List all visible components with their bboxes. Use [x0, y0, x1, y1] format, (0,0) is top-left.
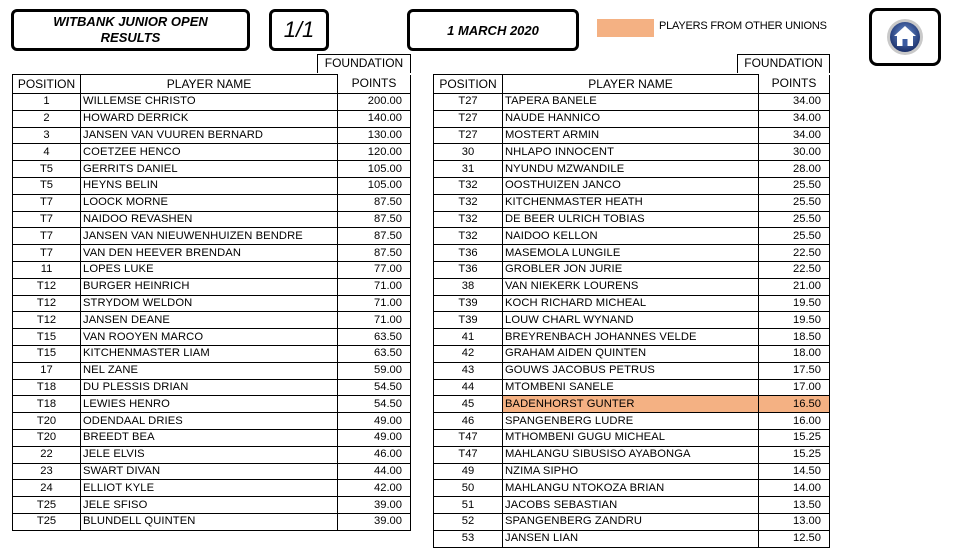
- table-row: [434, 463, 830, 480]
- position-cell: 43: [434, 362, 503, 379]
- legend-label: PLAYERS FROM OTHER UNIONS: [659, 20, 827, 32]
- player-name-cell: COETZEE HENCO: [81, 144, 338, 161]
- right-points-header-line1: FOUNDATION: [744, 56, 823, 70]
- table-row: [434, 480, 830, 497]
- position-cell: T27: [434, 110, 503, 127]
- player-name-cell: TAPERA BANELE: [503, 94, 759, 111]
- table-row: [13, 396, 411, 413]
- points-cell: 13.50: [759, 497, 830, 514]
- player-name-cell: VAN NIEKERK LOURENS: [503, 278, 759, 295]
- page-number: 1/1: [283, 17, 315, 42]
- position-cell: 22: [13, 446, 81, 463]
- player-name-header: PLAYER NAME: [503, 75, 759, 94]
- points-cell: 16.00: [759, 413, 830, 430]
- table-row: [13, 94, 411, 111]
- table-row: [434, 312, 830, 329]
- points-cell: 34.00: [759, 127, 830, 144]
- points-cell: 105.00: [338, 177, 411, 194]
- points-cell: 87.50: [338, 245, 411, 262]
- position-cell: 30: [434, 144, 503, 161]
- table-row: [13, 144, 411, 161]
- points-cell: 16.50: [759, 396, 830, 413]
- points-cell: 87.50: [338, 228, 411, 245]
- player-name-cell: NAIDOO REVASHEN: [81, 211, 338, 228]
- position-cell: T32: [434, 177, 503, 194]
- table-row: [434, 379, 830, 396]
- player-name-cell: DE BEER ULRICH TOBIAS: [503, 211, 759, 228]
- position-cell: T39: [434, 312, 503, 329]
- position-cell: T18: [13, 379, 81, 396]
- player-name-cell: GERRITS DANIEL: [81, 161, 338, 178]
- points-cell: 63.50: [338, 329, 411, 346]
- points-cell: 87.50: [338, 194, 411, 211]
- position-cell: 2: [13, 110, 81, 127]
- points-cell: 54.50: [338, 379, 411, 396]
- table-row: [13, 110, 411, 127]
- player-name-cell: HEYNS BELIN: [81, 177, 338, 194]
- position-cell: T5: [13, 161, 81, 178]
- points-cell: 25.50: [759, 194, 830, 211]
- table-row: [13, 345, 411, 362]
- date-box: [407, 9, 579, 51]
- player-name-cell: BADENHORST GUNTER: [503, 396, 759, 413]
- results-table-right: [433, 74, 830, 548]
- player-name-cell: LOOCK MORNE: [81, 194, 338, 211]
- position-cell: T7: [13, 245, 81, 262]
- position-cell: T27: [434, 94, 503, 111]
- table-row: [13, 480, 411, 497]
- player-name-cell: MAHLANGU SIBUSISO AYABONGA: [503, 446, 759, 463]
- player-name-cell: VAN DEN HEEVER BRENDAN: [81, 245, 338, 262]
- position-cell: T47: [434, 429, 503, 446]
- points-cell: 87.50: [338, 211, 411, 228]
- position-cell: T36: [434, 245, 503, 262]
- header-row: [13, 75, 411, 94]
- table-row: [434, 413, 830, 430]
- player-name-cell: DU PLESSIS DRIAN: [81, 379, 338, 396]
- header-row: [434, 75, 830, 94]
- position-header: POSITION: [13, 75, 81, 94]
- player-name-header: PLAYER NAME: [81, 75, 338, 94]
- position-cell: 49: [434, 463, 503, 480]
- table-row: [13, 177, 411, 194]
- table-row: [434, 513, 830, 530]
- player-name-cell: ODENDAAL DRIES: [81, 413, 338, 430]
- position-cell: 41: [434, 329, 503, 346]
- table-row: [13, 211, 411, 228]
- position-cell: 42: [434, 345, 503, 362]
- position-cell: 52: [434, 513, 503, 530]
- player-name-cell: STRYDOM WELDON: [81, 295, 338, 312]
- position-cell: 50: [434, 480, 503, 497]
- position-cell: T7: [13, 194, 81, 211]
- player-name-cell: JANSEN VAN NIEUWENHUIZEN BENDRE: [81, 228, 338, 245]
- position-cell: T36: [434, 261, 503, 278]
- position-cell: T7: [13, 228, 81, 245]
- player-name-cell: JANSEN DEANE: [81, 312, 338, 329]
- points-cell: 13.00: [759, 513, 830, 530]
- player-name-cell: SPANGENBERG LUDRE: [503, 413, 759, 430]
- points-cell: 19.50: [759, 312, 830, 329]
- position-cell: 24: [13, 480, 81, 497]
- points-cell: 71.00: [338, 278, 411, 295]
- table-row: [13, 127, 411, 144]
- player-name-cell: GROBLER JON JURIE: [503, 261, 759, 278]
- table-row: [13, 312, 411, 329]
- position-cell: T18: [13, 396, 81, 413]
- points-cell: 12.50: [759, 530, 830, 547]
- points-cell: 18.50: [759, 329, 830, 346]
- points-cell: 22.50: [759, 261, 830, 278]
- position-cell: 44: [434, 379, 503, 396]
- left-points-header-line1: FOUNDATION: [324, 56, 404, 70]
- table-row: [13, 228, 411, 245]
- table-row: [434, 446, 830, 463]
- position-cell: T25: [13, 513, 81, 530]
- points-cell: 42.00: [338, 480, 411, 497]
- position-cell: T47: [434, 446, 503, 463]
- table-row: [434, 396, 830, 413]
- player-name-cell: KOCH RICHARD MICHEAL: [503, 295, 759, 312]
- player-name-cell: BLUNDELL QUINTEN: [81, 513, 338, 530]
- points-cell: 22.50: [759, 245, 830, 262]
- table-row: [434, 530, 830, 547]
- table-row: [434, 127, 830, 144]
- position-cell: 51: [434, 497, 503, 514]
- points-cell: 25.50: [759, 211, 830, 228]
- points-header: POINTS: [759, 75, 830, 94]
- player-name-cell: LOUW CHARL WYNAND: [503, 312, 759, 329]
- table-row: [434, 245, 830, 262]
- player-name-cell: JACOBS SEBASTIAN: [503, 497, 759, 514]
- player-name-cell: JANSEN VAN VUUREN BERNARD: [81, 127, 338, 144]
- position-cell: 17: [13, 362, 81, 379]
- player-name-cell: JELE SFISO: [81, 497, 338, 514]
- player-name-cell: ELLIOT KYLE: [81, 480, 338, 497]
- position-cell: T7: [13, 211, 81, 228]
- points-cell: 54.50: [338, 396, 411, 413]
- player-name-cell: JANSEN LIAN: [503, 530, 759, 547]
- page-indicator: [269, 9, 329, 51]
- table-row: [13, 194, 411, 211]
- position-cell: T32: [434, 194, 503, 211]
- table-row: [13, 379, 411, 396]
- position-cell: T12: [13, 312, 81, 329]
- position-header: POSITION: [434, 75, 503, 94]
- points-cell: 130.00: [338, 127, 411, 144]
- table-row: [13, 329, 411, 346]
- position-cell: T20: [13, 429, 81, 446]
- player-name-cell: GRAHAM AIDEN QUINTEN: [503, 345, 759, 362]
- player-name-cell: KITCHENMASTER HEATH: [503, 194, 759, 211]
- position-cell: T32: [434, 211, 503, 228]
- player-name-cell: NZIMA SIPHO: [503, 463, 759, 480]
- player-name-cell: GOUWS JACOBUS PETRUS: [503, 362, 759, 379]
- table-row: [434, 329, 830, 346]
- table-row: [13, 463, 411, 480]
- player-name-cell: HOWARD DERRICK: [81, 110, 338, 127]
- table-row: [434, 278, 830, 295]
- table-row: [434, 429, 830, 446]
- position-cell: 11: [13, 261, 81, 278]
- position-cell: T15: [13, 345, 81, 362]
- table-row: [434, 228, 830, 245]
- position-cell: T5: [13, 177, 81, 194]
- position-cell: T25: [13, 497, 81, 514]
- points-cell: 15.25: [759, 446, 830, 463]
- position-cell: 4: [13, 144, 81, 161]
- position-cell: 46: [434, 413, 503, 430]
- points-cell: 71.00: [338, 295, 411, 312]
- player-name-cell: NEL ZANE: [81, 362, 338, 379]
- left-points-header-top: [317, 54, 411, 73]
- table-row: [13, 446, 411, 463]
- player-name-cell: VAN ROOYEN MARCO: [81, 329, 338, 346]
- player-name-cell: SWART DIVAN: [81, 463, 338, 480]
- points-header: POINTS: [338, 75, 411, 94]
- points-cell: 77.00: [338, 261, 411, 278]
- table-row: [434, 295, 830, 312]
- position-cell: T12: [13, 295, 81, 312]
- table-row: [434, 211, 830, 228]
- table-row: [434, 345, 830, 362]
- points-cell: 15.25: [759, 429, 830, 446]
- table-row: [13, 278, 411, 295]
- table-row: [434, 497, 830, 514]
- points-cell: 17.00: [759, 379, 830, 396]
- player-name-cell: OOSTHUIZEN JANCO: [503, 177, 759, 194]
- points-cell: 21.00: [759, 278, 830, 295]
- points-cell: 200.00: [338, 94, 411, 111]
- table-row: [434, 161, 830, 178]
- position-cell: 23: [13, 463, 81, 480]
- position-cell: T15: [13, 329, 81, 346]
- table-row: [434, 194, 830, 211]
- points-cell: 44.00: [338, 463, 411, 480]
- points-cell: 30.00: [759, 144, 830, 161]
- points-cell: 105.00: [338, 161, 411, 178]
- points-cell: 71.00: [338, 312, 411, 329]
- title-line-2: RESULTS: [100, 30, 161, 45]
- player-name-cell: MOSTERT ARMIN: [503, 127, 759, 144]
- player-name-cell: BURGER HEINRICH: [81, 278, 338, 295]
- player-name-cell: KITCHENMASTER LIAM: [81, 345, 338, 362]
- title-line-1: WITBANK JUNIOR OPEN: [53, 14, 208, 29]
- player-name-cell: BREYRENBACH JOHANNES VELDE: [503, 329, 759, 346]
- position-cell: T27: [434, 127, 503, 144]
- player-name-cell: NYUNDU MZWANDILE: [503, 161, 759, 178]
- position-cell: T20: [13, 413, 81, 430]
- position-cell: 38: [434, 278, 503, 295]
- right-points-header-top: [737, 54, 830, 73]
- points-cell: 14.50: [759, 463, 830, 480]
- table-row: [434, 261, 830, 278]
- table-row: [13, 261, 411, 278]
- table-row: [434, 144, 830, 161]
- points-cell: 46.00: [338, 446, 411, 463]
- points-cell: 140.00: [338, 110, 411, 127]
- points-cell: 19.50: [759, 295, 830, 312]
- position-cell: 3: [13, 127, 81, 144]
- player-name-cell: NAIDOO KELLON: [503, 228, 759, 245]
- position-cell: 1: [13, 94, 81, 111]
- points-cell: 49.00: [338, 413, 411, 430]
- player-name-cell: LEWIES HENRO: [81, 396, 338, 413]
- results-table-left: [12, 74, 411, 531]
- table-row: [434, 362, 830, 379]
- points-cell: 59.00: [338, 362, 411, 379]
- event-date: 1 MARCH 2020: [447, 22, 539, 38]
- table-row: [434, 110, 830, 127]
- player-name-cell: NHLAPO INNOCENT: [503, 144, 759, 161]
- points-cell: 39.00: [338, 497, 411, 514]
- table-row: [13, 161, 411, 178]
- points-cell: 63.50: [338, 345, 411, 362]
- position-cell: 31: [434, 161, 503, 178]
- points-cell: 18.00: [759, 345, 830, 362]
- player-name-cell: NAUDE HANNICO: [503, 110, 759, 127]
- player-name-cell: MAHLANGU NTOKOZA BRIAN: [503, 480, 759, 497]
- points-cell: 34.00: [759, 94, 830, 111]
- points-cell: 25.50: [759, 177, 830, 194]
- player-name-cell: BREEDT BEA: [81, 429, 338, 446]
- points-cell: 14.00: [759, 480, 830, 497]
- home-button[interactable]: [869, 8, 941, 66]
- home-icon: [885, 17, 925, 57]
- position-cell: T32: [434, 228, 503, 245]
- table-row: [13, 513, 411, 530]
- table-row: [13, 413, 411, 430]
- table-row: [434, 94, 830, 111]
- position-cell: T12: [13, 278, 81, 295]
- player-name-cell: MTOMBENI SANELE: [503, 379, 759, 396]
- player-name-cell: JELE ELVIS: [81, 446, 338, 463]
- legend-swatch: [597, 19, 654, 37]
- player-name-cell: WILLEMSE CHRISTO: [81, 94, 338, 111]
- position-cell: 53: [434, 530, 503, 547]
- points-cell: 49.00: [338, 429, 411, 446]
- title-box: [11, 9, 250, 51]
- table-row: [13, 497, 411, 514]
- table-row: [13, 429, 411, 446]
- points-cell: 17.50: [759, 362, 830, 379]
- player-name-cell: SPANGENBERG ZANDRU: [503, 513, 759, 530]
- points-cell: 120.00: [338, 144, 411, 161]
- points-cell: 28.00: [759, 161, 830, 178]
- points-cell: 25.50: [759, 228, 830, 245]
- position-cell: 45: [434, 396, 503, 413]
- table-row: [13, 295, 411, 312]
- player-name-cell: MTHOMBENI GUGU MICHEAL: [503, 429, 759, 446]
- points-cell: 39.00: [338, 513, 411, 530]
- table-row: [13, 362, 411, 379]
- points-cell: 34.00: [759, 110, 830, 127]
- position-cell: T39: [434, 295, 503, 312]
- player-name-cell: LOPES LUKE: [81, 261, 338, 278]
- table-row: [13, 245, 411, 262]
- player-name-cell: MASEMOLA LUNGILE: [503, 245, 759, 262]
- table-row: [434, 177, 830, 194]
